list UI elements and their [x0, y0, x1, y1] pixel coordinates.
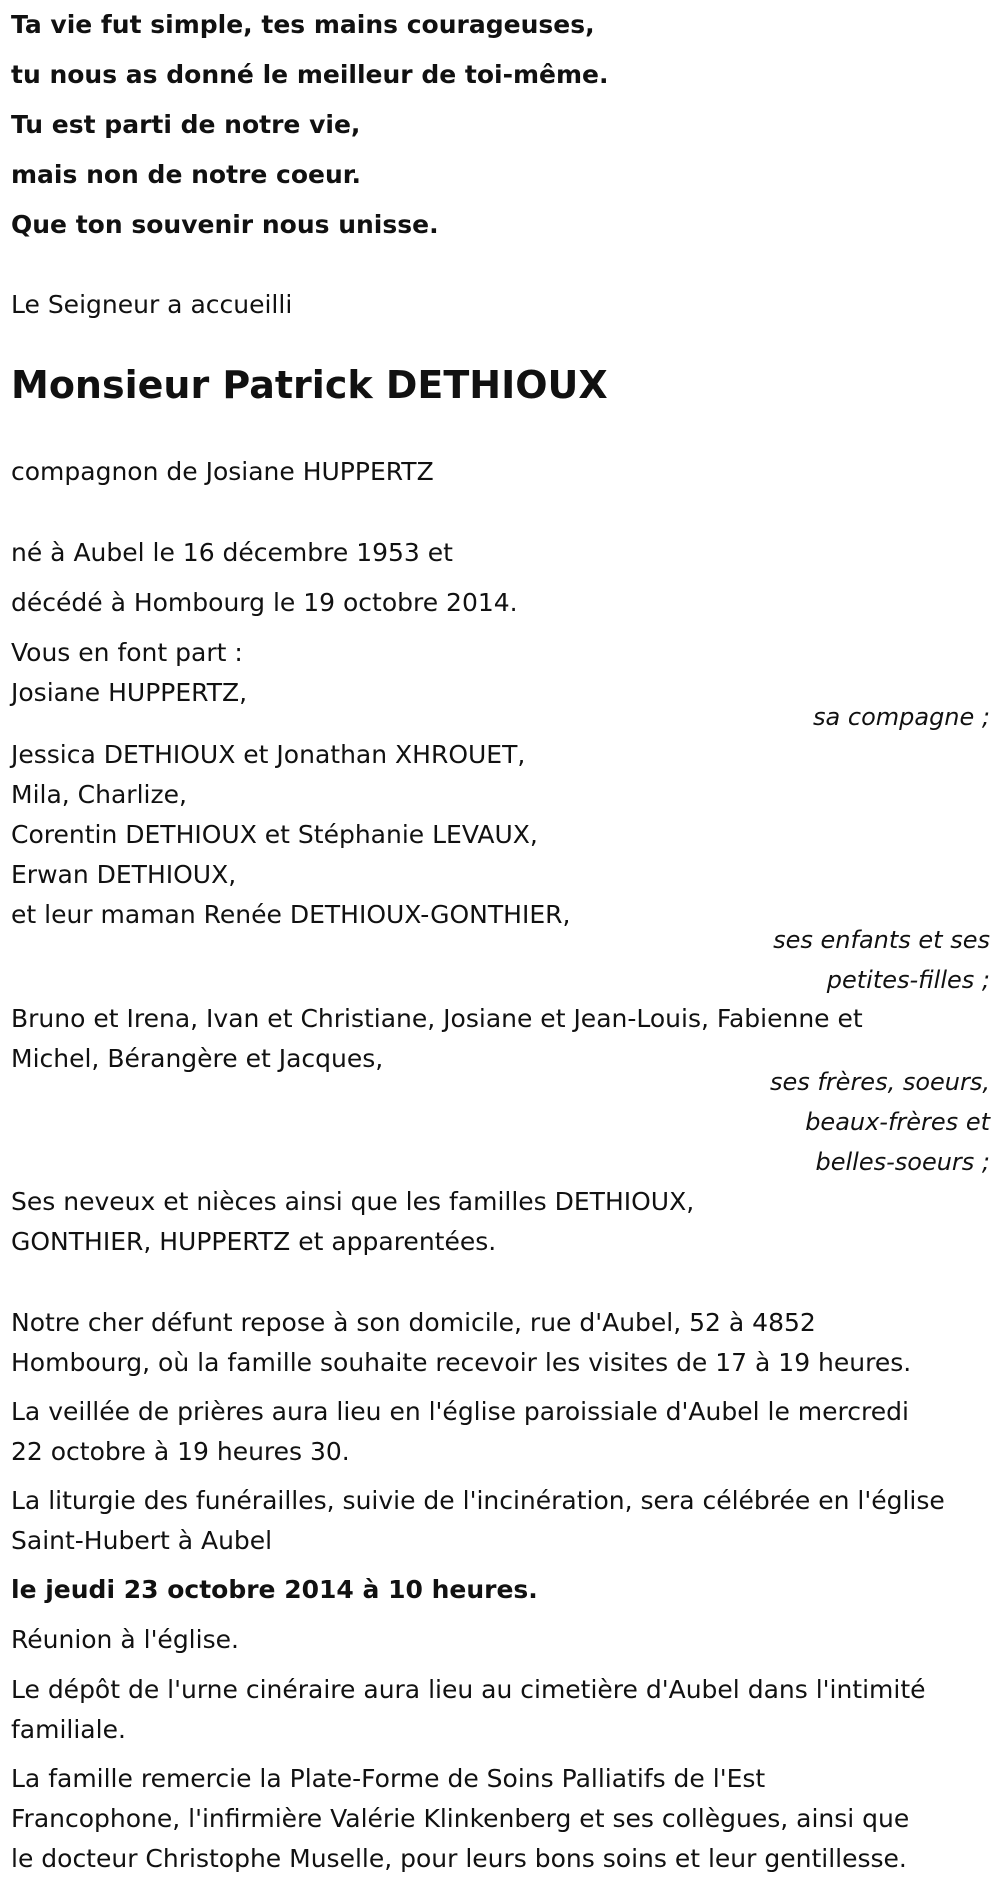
- family-line: Ses neveux et nièces ainsi que les familles DETHIOUX,: [11, 1187, 695, 1216]
- vigil-text: La veillée de prières aura lieu en l'église paroissiale d'Aubel le mercredi: [11, 1397, 909, 1426]
- vigil-text: 22 octobre à 19 heures 30.: [11, 1437, 350, 1466]
- siblings-relation: ses frères, soeurs,: [769, 1068, 990, 1096]
- family-line: Bruno et Irena, Ivan et Christiane, Josiane et Jean-Louis, Fabienne et: [11, 1004, 863, 1033]
- liturgy-text: La liturgie des funérailles, suivie de l'incinération, sera célébrée en l'église: [11, 1486, 945, 1515]
- deceased-name: Monsieur Patrick DETHIOUX: [11, 363, 608, 407]
- rest-text: Hombourg, où la famille souhaite recevoir les visites de 17 à 19 heures.: [11, 1348, 912, 1377]
- partner-name: Josiane HUPPERTZ,: [11, 678, 248, 707]
- poem-line: mais non de notre coeur.: [11, 160, 362, 189]
- thanks-text: La famille remercie la Plate-Forme de Soins Palliatifs de l'Est: [11, 1764, 766, 1793]
- poem-line: Tu est parti de notre vie,: [11, 110, 361, 139]
- death-text: décédé à Hombourg le 19 octobre 2014.: [11, 588, 518, 617]
- family-line: et leur maman Renée DETHIOUX-GONTHIER,: [11, 900, 571, 929]
- announce-text: Vous en font part :: [11, 638, 243, 667]
- intro-text: Le Seigneur a accueilli: [11, 290, 293, 319]
- family-line: Michel, Bérangère et Jacques,: [11, 1044, 384, 1073]
- children-relation: petites-filles ;: [826, 966, 990, 994]
- siblings-relation: belles-soeurs ;: [815, 1148, 990, 1176]
- meeting-text: Réunion à l'église.: [11, 1625, 239, 1654]
- thanks-text: Francophone, l'infirmière Valérie Klinkenberg et ses collègues, ainsi que: [11, 1804, 910, 1833]
- companion-text: compagnon de Josiane HUPPERTZ: [11, 457, 434, 486]
- children-relation: ses enfants et ses: [773, 926, 990, 954]
- partner-relation: sa compagne ;: [813, 703, 990, 731]
- siblings-relation: beaux-frères et: [805, 1108, 990, 1136]
- rest-text: Notre cher défunt repose à son domicile, rue d'Aubel, 52 à 4852: [11, 1308, 816, 1337]
- urn-text: familiale.: [11, 1715, 126, 1744]
- family-line: Jessica DETHIOUX et Jonathan XHROUET,: [11, 740, 526, 769]
- funeral-date: le jeudi 23 octobre 2014 à 10 heures.: [11, 1575, 538, 1604]
- family-line: Mila, Charlize,: [11, 780, 187, 809]
- poem-line: Que ton souvenir nous unisse.: [11, 210, 439, 239]
- family-line: GONTHIER, HUPPERTZ et apparentées.: [11, 1227, 497, 1256]
- family-line: Corentin DETHIOUX et Stéphanie LEVAUX,: [11, 820, 538, 849]
- liturgy-text: Saint-Hubert à Aubel: [11, 1526, 273, 1555]
- thanks-text: le docteur Christophe Muselle, pour leurs bons soins et leur gentillesse.: [11, 1844, 907, 1873]
- poem-line: Ta vie fut simple, tes mains courageuses,: [11, 10, 595, 39]
- birth-text: né à Aubel le 16 décembre 1953 et: [11, 538, 453, 567]
- poem-line: tu nous as donné le meilleur de toi-même.: [11, 60, 609, 89]
- urn-text: Le dépôt de l'urne cinéraire aura lieu au cimetière d'Aubel dans l'intimité: [11, 1675, 926, 1704]
- family-line: Erwan DETHIOUX,: [11, 860, 237, 889]
